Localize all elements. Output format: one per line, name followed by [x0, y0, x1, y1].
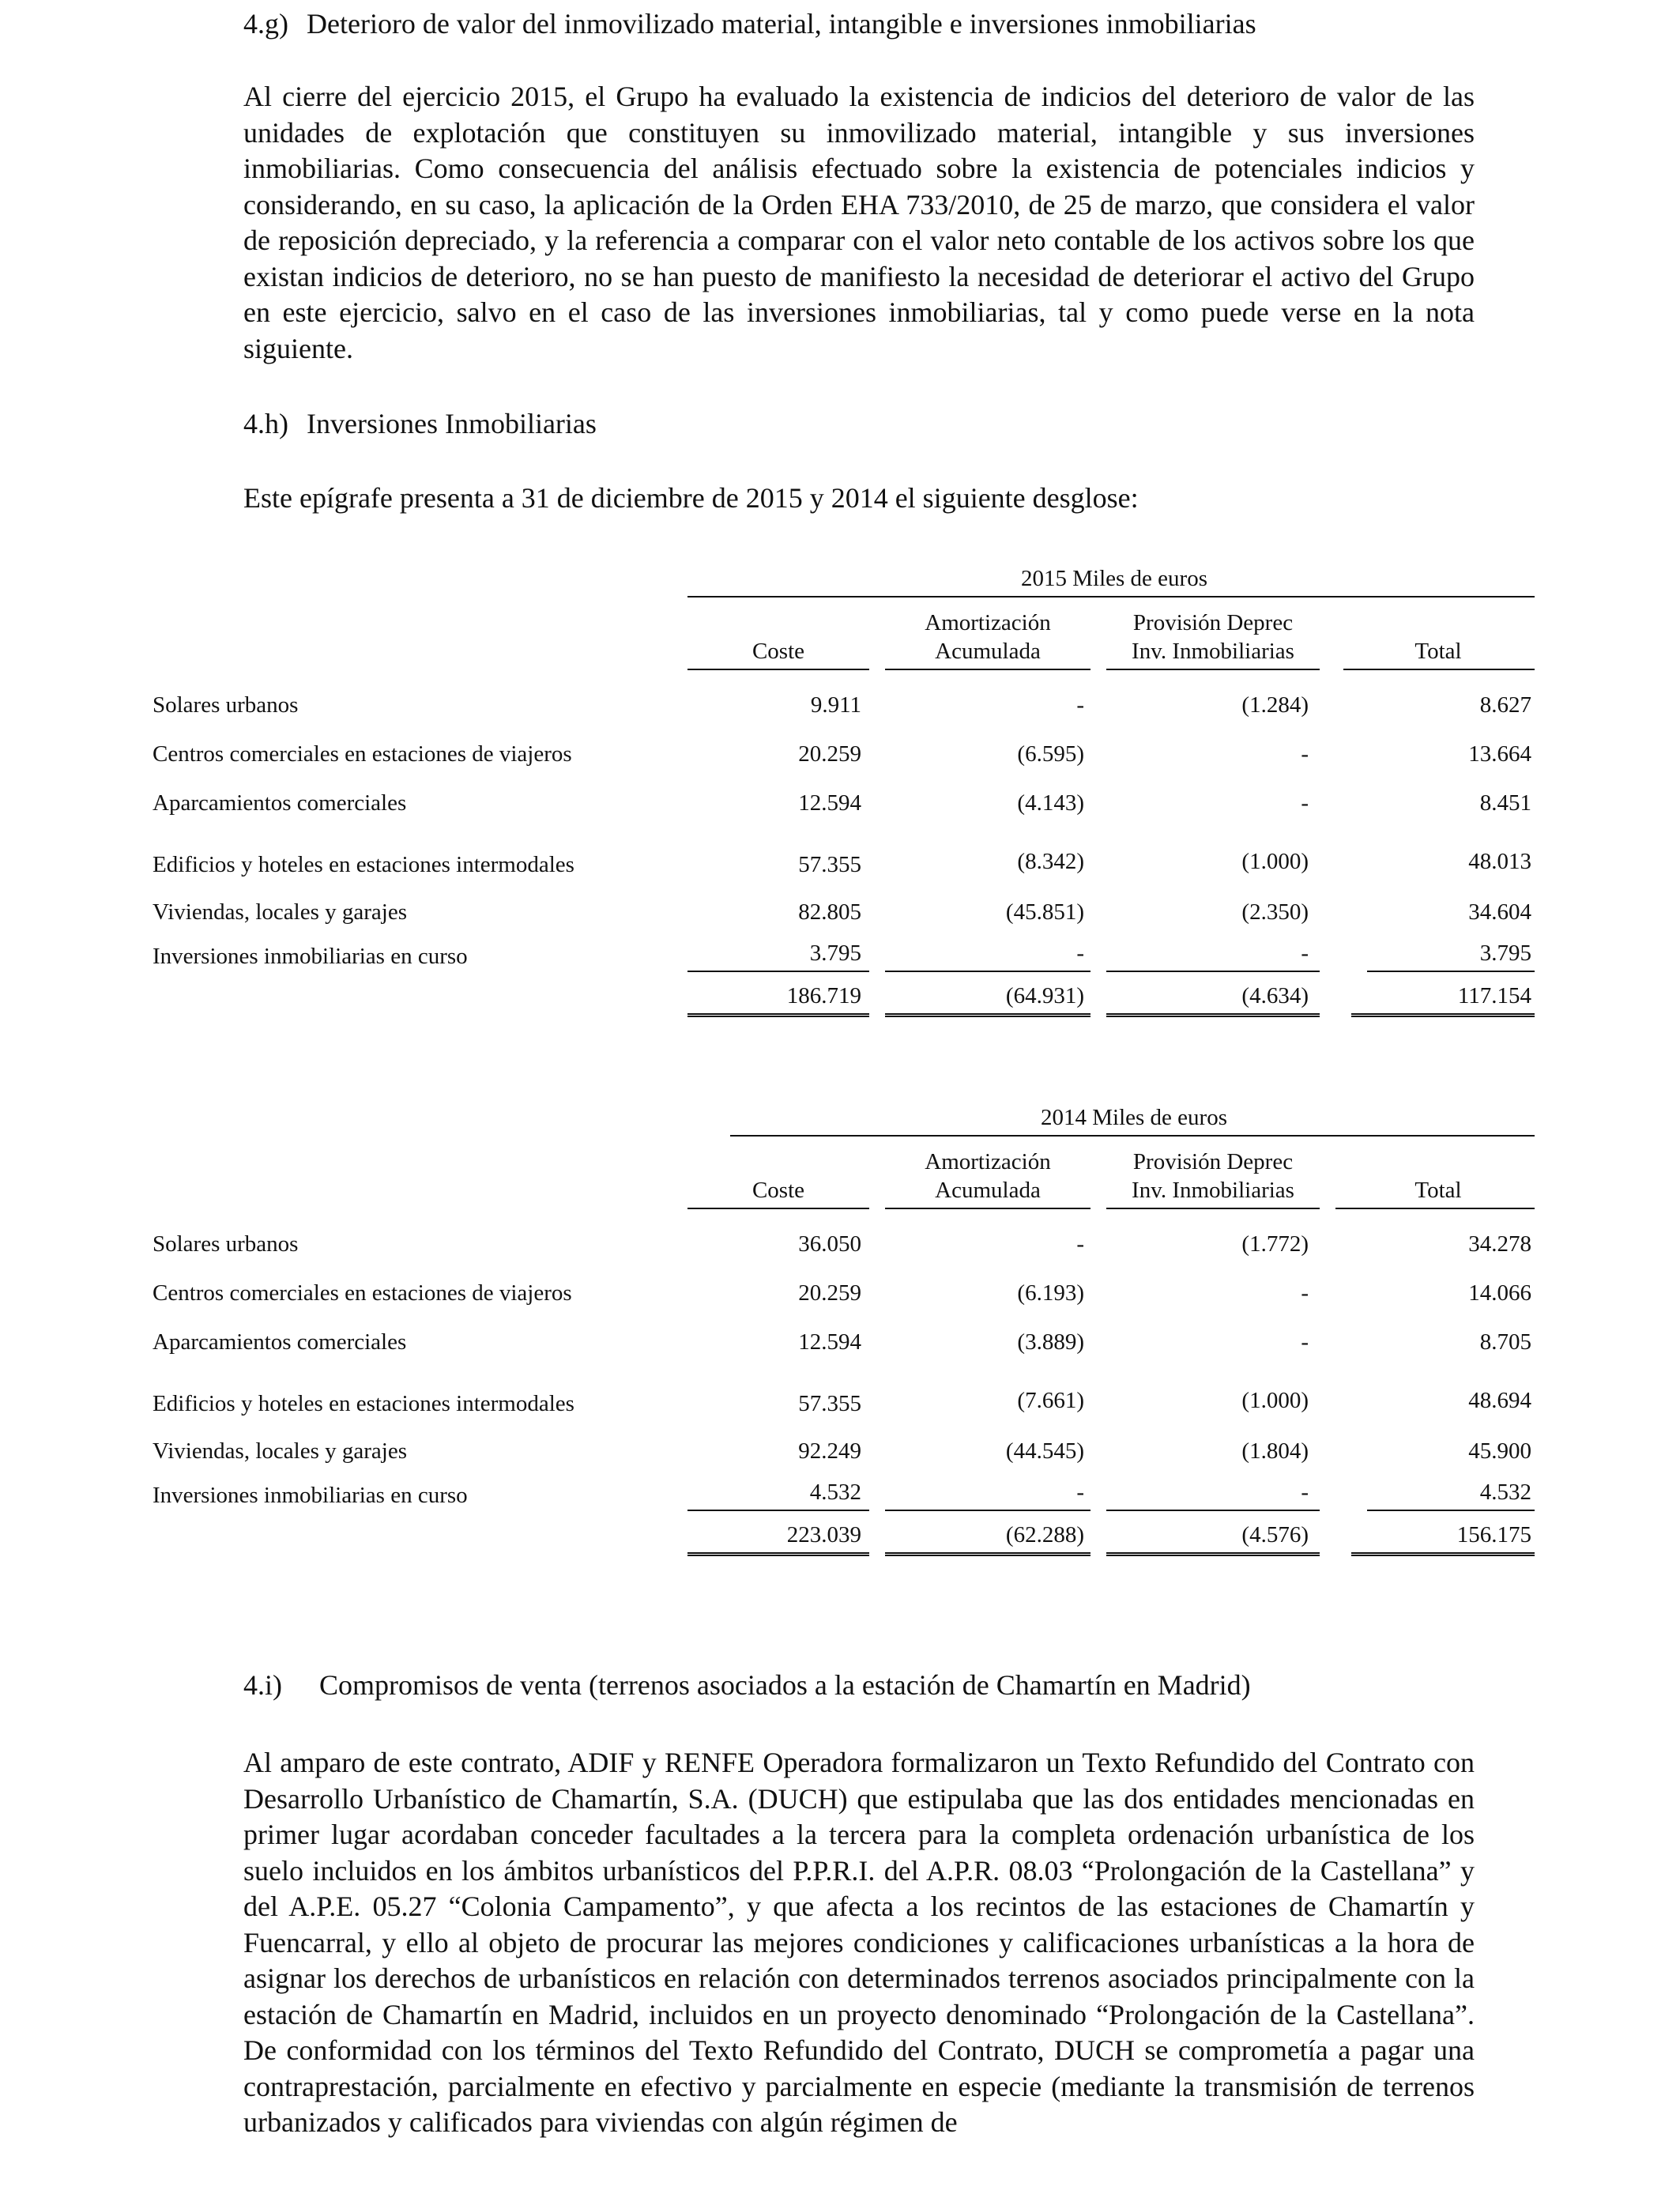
cell-amortizacion: - — [1076, 941, 1084, 966]
cell-coste: 4.532 — [809, 1480, 861, 1505]
table-year-title: 2015 Miles de euros — [1021, 566, 1207, 591]
col-header-provision: Provisión Deprec Inv. Inmobiliarias — [1132, 610, 1294, 664]
cell-total: 8.451 — [1479, 790, 1531, 816]
col-header-amortizacion: Amortización Acumulada — [925, 610, 1051, 664]
cell-amortizacion: (6.595) — [1017, 741, 1084, 767]
cell-total: 3.795 — [1479, 941, 1531, 966]
col-header-coste: Coste — [751, 639, 805, 664]
col-header-total: Total — [1414, 1178, 1462, 1203]
col-header-amortizacion: Amortización Acumulada — [925, 1149, 1051, 1203]
cell-total: 45.900 — [1468, 1438, 1531, 1464]
cell-provision: - — [1301, 1480, 1309, 1505]
header-underline-provision — [1106, 1208, 1320, 1209]
section-h-number: 4.h) — [243, 408, 288, 439]
cell-amortizacion: (6.193) — [1017, 1280, 1084, 1306]
section-i-heading — [243, 1669, 1251, 1701]
section-g-title: Deterioro de valor del inmovilizado material, intangible e inversiones inmobiliarias — [307, 8, 1256, 40]
subtotal-line-provision — [1106, 1510, 1320, 1511]
cell-provision: (2.350) — [1241, 899, 1309, 925]
title-underline — [687, 596, 1535, 598]
row-label: Viviendas, locales y garajes — [153, 1438, 407, 1464]
cell-provision: - — [1301, 790, 1309, 816]
section-h-intro: Este epígrafe presenta a 31 de diciembre de 2015 y 2014 el siguiente desglose: — [243, 482, 1139, 514]
row-label: Centros comerciales en estaciones de viajeros — [153, 1280, 572, 1306]
header-underline-coste — [687, 1208, 869, 1209]
cell-coste: 36.050 — [798, 1231, 861, 1257]
section-h-title: Inversiones Inmobiliarias — [307, 408, 597, 439]
subtotal-line-total — [1367, 971, 1535, 972]
double-line-amortizacion — [885, 1013, 1090, 1017]
cell-total: 48.694 — [1468, 1388, 1531, 1413]
cell-amortizacion: - — [1076, 1231, 1084, 1257]
cell-amortizacion: (44.545) — [1005, 1438, 1084, 1464]
cell-total: 34.278 — [1468, 1231, 1531, 1257]
section-h-heading — [243, 408, 597, 439]
double-line-provision — [1106, 1013, 1320, 1017]
cell-total: 48.013 — [1468, 849, 1531, 874]
double-line-total — [1351, 1552, 1535, 1556]
cell-amortizacion: - — [1076, 692, 1084, 718]
cell-coste: 12.594 — [798, 1329, 861, 1355]
cell-provision: (1.000) — [1241, 849, 1309, 874]
cell-coste: 20.259 — [798, 741, 861, 767]
cell-total: 8.627 — [1479, 692, 1531, 718]
row-label: Solares urbanos — [153, 1231, 299, 1257]
cell-coste: 92.249 — [798, 1438, 861, 1464]
double-line-coste — [687, 1013, 869, 1017]
cell-provision: (1.284) — [1241, 692, 1309, 718]
subtotal-line-amortizacion — [885, 971, 1090, 972]
double-line-amortizacion — [885, 1552, 1090, 1556]
row-label: Solares urbanos — [153, 692, 299, 718]
cell-total: 8.705 — [1479, 1329, 1531, 1355]
cell-provision: (1.000) — [1241, 1388, 1309, 1413]
cell-amortizacion: (7.661) — [1017, 1388, 1084, 1413]
cell-total: 34.604 — [1468, 899, 1531, 925]
total-coste: 186.719 — [786, 983, 861, 1008]
col-header-total: Total — [1414, 639, 1462, 664]
total-provision: (4.634) — [1241, 983, 1309, 1008]
total-total: 117.154 — [1457, 983, 1531, 1008]
title-underline — [730, 1135, 1535, 1137]
cell-total: 13.664 — [1468, 741, 1531, 767]
row-label: Viviendas, locales y garajes — [153, 899, 407, 925]
header-underline-total — [1343, 669, 1535, 670]
cell-provision: - — [1301, 1329, 1309, 1355]
header-underline-amortizacion — [885, 669, 1090, 670]
cell-total: 4.532 — [1479, 1480, 1531, 1505]
section-i-title: Compromisos de venta (terrenos asociados a la estación de Chamartín en Madrid) — [319, 1669, 1251, 1701]
col-header-provision: Provisión Deprec Inv. Inmobiliarias — [1132, 1149, 1294, 1203]
total-coste: 223.039 — [786, 1522, 861, 1547]
cell-coste: 9.911 — [810, 692, 861, 718]
total-provision: (4.576) — [1241, 1522, 1309, 1547]
cell-amortizacion: (3.889) — [1017, 1329, 1084, 1355]
section-i-number: 4.i) — [243, 1669, 282, 1701]
cell-provision: - — [1301, 741, 1309, 767]
col-header-coste: Coste — [751, 1178, 805, 1203]
section-g-paragraph: Al cierre del ejercicio 2015, el Grupo ha evaluado la existencia de indicios del deterioro de valor de las unidades de explotación que constituyen su inmovilizado material, intangible y sus inversiones inmobiliarias. Como consecuencia del análisis efectuado sobre la existencia de potenciales indicios y considerando, en su caso, la aplicación de la Orden EHA 733/2010, de 25 de marzo, que considera el valor de reposición depreciado, y la referencia a comparar con el valor neto contable de los activos sobre los que existan indicios de deterioro, no se han puesto de manifiesto la necesidad de deteriorar el activo del Grupo en este ejercicio, salvo en el caso de las inversiones inmobiliarias, tal y como puede verse en la nota siguiente. — [243, 81, 1475, 364]
cell-coste: 12.594 — [798, 790, 861, 816]
table-year-title: 2014 Miles de euros — [1041, 1105, 1227, 1130]
header-underline-amortizacion — [885, 1208, 1090, 1209]
section-g-number: 4.g) — [243, 8, 288, 40]
double-line-coste — [687, 1552, 869, 1556]
cell-coste: 57.355 — [798, 1391, 861, 1416]
row-label: Edificios y hoteles en estaciones intermodales — [153, 852, 574, 877]
subtotal-line-coste — [687, 1510, 869, 1511]
cell-coste: 3.795 — [809, 941, 861, 966]
cell-provision: - — [1301, 1280, 1309, 1306]
cell-provision: (1.772) — [1241, 1231, 1309, 1257]
double-line-total — [1351, 1013, 1535, 1017]
row-label: Aparcamientos comerciales — [153, 1329, 407, 1355]
header-underline-provision — [1106, 669, 1320, 670]
subtotal-line-coste — [687, 971, 869, 972]
cell-amortizacion: (4.143) — [1017, 790, 1084, 816]
subtotal-line-amortizacion — [885, 1510, 1090, 1511]
cell-amortizacion: (45.851) — [1005, 899, 1084, 925]
total-amortizacion: (64.931) — [1005, 983, 1084, 1008]
cell-amortizacion: - — [1076, 1480, 1084, 1505]
header-underline-total — [1335, 1208, 1535, 1209]
total-amortizacion: (62.288) — [1005, 1522, 1084, 1547]
cell-total: 14.066 — [1468, 1280, 1531, 1306]
header-underline-coste — [687, 669, 869, 670]
row-label: Centros comerciales en estaciones de viajeros — [153, 741, 572, 767]
cell-coste: 57.355 — [798, 852, 861, 877]
row-label: Edificios y hoteles en estaciones intermodales — [153, 1391, 574, 1416]
subtotal-line-total — [1367, 1510, 1535, 1511]
row-label: Inversiones inmobiliarias en curso — [153, 944, 468, 969]
section-i-paragraph: Al amparo de este contrato, ADIF y RENFE Operadora formalizaron un Texto Refundido del Contrato con Desarrollo Urbanístico de Chamartín, S.A. (DUCH) que estipulaba que las dos entidades mencionadas en primer lugar acordaban conceder facultades a la tercera para la completa ordenación urbanística de los suelo incluidos en los ámbitos urbanísticos del P.P.R.I. del A.P.R. 08.03 “Prolongación de la Castellana” y del A.P.E. 05.27 “Colonia Campamento”, y que afecta a los recintos de las estaciones de Chamartín y Fuencarral, y ello al objeto de procurar las mejores condiciones y calificaciones urbanísticas a la hora de asignar los derechos de urbanísticos en relación con determinados terrenos asociados principalmente con la estación de Chamartín en Madrid, incluidos en un proyecto denominado “Prolongación de la Castellana”. De conformidad con los términos del Texto Refundido del Contrato, DUCH se comprometía a pagar una contraprestación, parcialmente en efectivo y parcialmente en especie (mediante la transmisión de terrenos urbanizados y calificados para viviendas con algún régimen de — [243, 1747, 1475, 2138]
row-label: Aparcamientos comerciales — [153, 790, 407, 816]
cell-amortizacion: (8.342) — [1017, 849, 1084, 874]
double-line-provision — [1106, 1552, 1320, 1556]
subtotal-line-provision — [1106, 971, 1320, 972]
cell-coste: 20.259 — [798, 1280, 861, 1306]
row-label: Inversiones inmobiliarias en curso — [153, 1483, 468, 1508]
cell-provision: (1.804) — [1241, 1438, 1309, 1464]
cell-provision: - — [1301, 941, 1309, 966]
cell-coste: 82.805 — [798, 899, 861, 925]
section-g-heading — [243, 8, 1256, 40]
total-total: 156.175 — [1456, 1522, 1531, 1547]
